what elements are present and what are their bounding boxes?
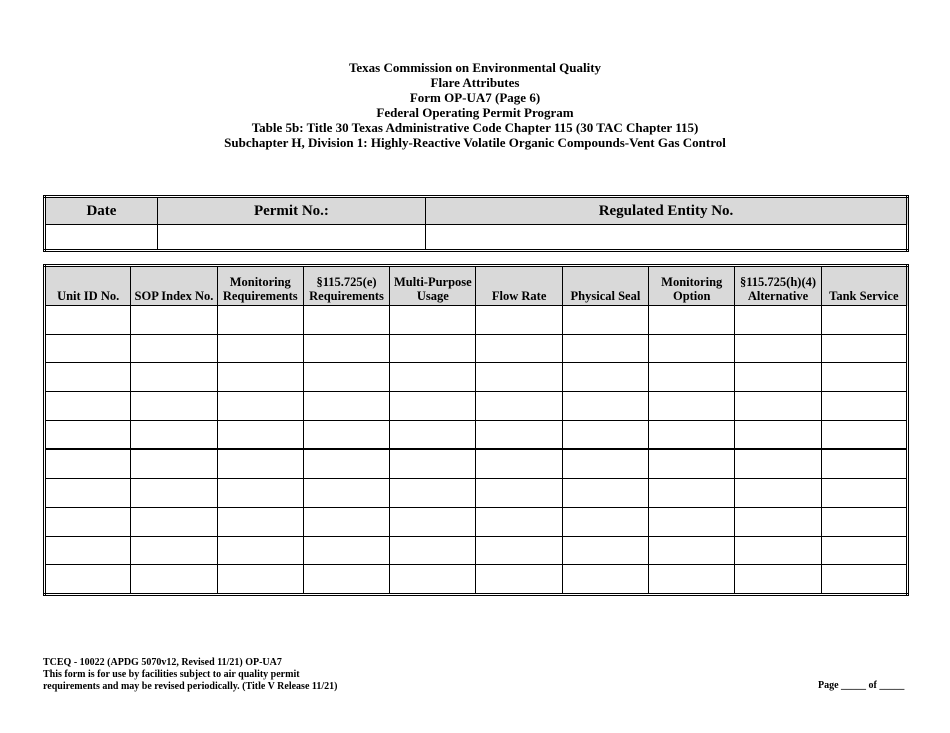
table-cell[interactable] xyxy=(649,334,735,363)
table-cell[interactable] xyxy=(735,363,821,392)
column-header-line: Option xyxy=(672,289,711,303)
table-row xyxy=(45,449,908,478)
table-cell[interactable] xyxy=(649,479,735,508)
table-cell[interactable] xyxy=(649,363,735,392)
table-cell[interactable] xyxy=(131,565,217,595)
table-cell[interactable] xyxy=(735,392,821,421)
table-cell[interactable] xyxy=(217,334,303,363)
column-header xyxy=(562,266,648,306)
table-cell[interactable] xyxy=(131,420,217,449)
table-cell[interactable] xyxy=(390,507,476,536)
table-cell[interactable] xyxy=(735,306,821,335)
table-cell[interactable] xyxy=(303,565,389,595)
table-cell[interactable] xyxy=(562,536,648,565)
table-cell[interactable] xyxy=(562,420,648,449)
table-cell[interactable] xyxy=(821,536,907,565)
table-cell[interactable] xyxy=(131,334,217,363)
column-header-line: SOP Index No. xyxy=(134,289,214,303)
regulated-entity-field[interactable] xyxy=(425,225,907,251)
date-header: Date xyxy=(45,197,158,225)
table-cell[interactable] xyxy=(562,306,648,335)
table-cell[interactable] xyxy=(649,507,735,536)
info-table xyxy=(43,195,909,252)
table-cell[interactable] xyxy=(131,363,217,392)
table-cell[interactable] xyxy=(390,420,476,449)
table-cell[interactable] xyxy=(821,507,907,536)
table-cell[interactable] xyxy=(45,507,131,536)
table-cell[interactable] xyxy=(476,420,562,449)
table-cell[interactable] xyxy=(562,392,648,421)
column-header-line: Multi-Purpose xyxy=(393,275,472,289)
column-header-line: Usage xyxy=(416,289,449,303)
table-cell[interactable] xyxy=(390,334,476,363)
table-cell[interactable] xyxy=(562,507,648,536)
table-row xyxy=(45,420,908,449)
table-cell[interactable] xyxy=(303,420,389,449)
header-subchapter: Subchapter H, Division 1: Highly-Reactive Volatile Organic Compounds-Vent Gas Control xyxy=(224,135,726,150)
table-cell[interactable] xyxy=(217,479,303,508)
table-cell[interactable] xyxy=(821,449,907,478)
table-cell[interactable] xyxy=(476,479,562,508)
table-cell[interactable] xyxy=(735,565,821,595)
table-cell[interactable] xyxy=(821,479,907,508)
table-cell[interactable] xyxy=(217,306,303,335)
column-header xyxy=(476,266,562,306)
table-cell[interactable] xyxy=(131,479,217,508)
column-header-line: Tank Service xyxy=(829,289,899,303)
table-cell[interactable] xyxy=(821,392,907,421)
header-form-title: Flare Attributes xyxy=(430,75,520,90)
form-header xyxy=(0,60,950,150)
table-cell[interactable] xyxy=(735,507,821,536)
column-header-line: §115.725(h)(4) xyxy=(740,275,817,289)
table-row xyxy=(45,565,908,595)
table-row xyxy=(45,392,908,421)
header-program: Federal Operating Permit Program xyxy=(376,105,574,120)
table-cell[interactable] xyxy=(821,565,907,595)
column-header-line: Physical Seal xyxy=(570,289,641,303)
table-cell[interactable] xyxy=(562,449,648,478)
column-header xyxy=(821,266,907,306)
table-row xyxy=(45,334,908,363)
table-cell[interactable] xyxy=(45,565,131,595)
header-form-number: Form OP-UA7 (Page 6) xyxy=(409,90,541,105)
table-cell[interactable] xyxy=(217,565,303,595)
column-header-line: Flow Rate xyxy=(491,289,547,303)
table-cell[interactable] xyxy=(217,507,303,536)
table-cell[interactable] xyxy=(45,420,131,449)
table-cell[interactable] xyxy=(821,306,907,335)
table-cell[interactable] xyxy=(45,392,131,421)
table-row xyxy=(45,507,908,536)
table-cell[interactable] xyxy=(476,392,562,421)
table-cell[interactable] xyxy=(303,507,389,536)
table-row xyxy=(45,536,908,565)
header-agency: Texas Commission on Environmental Quality xyxy=(348,60,602,75)
table-row xyxy=(45,306,908,335)
table-cell[interactable] xyxy=(45,334,131,363)
table-cell[interactable] xyxy=(476,334,562,363)
column-header-line: Monitoring xyxy=(661,275,723,289)
table-cell[interactable] xyxy=(45,363,131,392)
table-cell[interactable] xyxy=(131,507,217,536)
table-cell[interactable] xyxy=(217,420,303,449)
table-cell[interactable] xyxy=(303,306,389,335)
table-row xyxy=(45,479,908,508)
column-header-line: Requirements xyxy=(309,289,384,303)
table-cell[interactable] xyxy=(390,449,476,478)
column-header xyxy=(390,266,476,306)
table-cell[interactable] xyxy=(476,363,562,392)
table-cell[interactable] xyxy=(303,449,389,478)
footer-note-2: requirements and may be revised periodically. (Title V Release 11/21) xyxy=(43,681,338,692)
table-cell[interactable] xyxy=(735,449,821,478)
table-cell[interactable] xyxy=(390,536,476,565)
table-cell[interactable] xyxy=(821,420,907,449)
header-table-title: Table 5b: Title 30 Texas Administrative Code Chapter 115 (30 TAC Chapter 115) xyxy=(251,120,699,135)
column-header xyxy=(131,266,217,306)
column-header-line: Alternative xyxy=(747,289,809,303)
table-cell[interactable] xyxy=(735,479,821,508)
permit-number-field[interactable] xyxy=(157,225,425,251)
date-field[interactable] xyxy=(45,225,158,251)
page-number: Page _____ of _____ xyxy=(818,680,905,691)
table-cell[interactable] xyxy=(45,449,131,478)
column-header xyxy=(649,266,735,306)
column-header-line: §115.725(e) xyxy=(316,275,377,289)
table-cell[interactable] xyxy=(390,479,476,508)
table-cell[interactable] xyxy=(735,536,821,565)
column-header-line: Monitoring xyxy=(229,275,291,289)
table-cell[interactable] xyxy=(390,565,476,595)
form-footer xyxy=(43,657,337,693)
column-header xyxy=(303,266,389,306)
table-cell[interactable] xyxy=(45,306,131,335)
column-header-line: Requirements xyxy=(222,289,298,303)
table-cell[interactable] xyxy=(649,420,735,449)
table-cell[interactable] xyxy=(476,507,562,536)
table-cell[interactable] xyxy=(217,363,303,392)
column-header xyxy=(735,266,821,306)
table-cell[interactable] xyxy=(649,565,735,595)
table-cell[interactable] xyxy=(562,363,648,392)
table-cell[interactable] xyxy=(649,536,735,565)
table-cell[interactable] xyxy=(217,392,303,421)
table-cell[interactable] xyxy=(303,392,389,421)
table-cell[interactable] xyxy=(45,479,131,508)
table-cell[interactable] xyxy=(562,565,648,595)
table-cell[interactable] xyxy=(390,363,476,392)
table-cell[interactable] xyxy=(476,449,562,478)
table-cell[interactable] xyxy=(390,306,476,335)
table-cell[interactable] xyxy=(131,536,217,565)
permit-number-header: Permit No.: xyxy=(157,197,425,225)
table-cell[interactable] xyxy=(131,392,217,421)
table-cell[interactable] xyxy=(562,479,648,508)
table-cell[interactable] xyxy=(649,449,735,478)
table-cell[interactable] xyxy=(476,565,562,595)
table-cell[interactable] xyxy=(303,334,389,363)
column-header xyxy=(217,266,303,306)
column-header-line: Unit ID No. xyxy=(57,289,120,303)
table-cell[interactable] xyxy=(735,334,821,363)
table-cell[interactable] xyxy=(131,306,217,335)
table-cell[interactable] xyxy=(131,449,217,478)
table-cell[interactable] xyxy=(390,392,476,421)
table-cell[interactable] xyxy=(735,420,821,449)
table-cell[interactable] xyxy=(217,536,303,565)
table-cell[interactable] xyxy=(649,306,735,335)
table-cell[interactable] xyxy=(476,306,562,335)
table-cell[interactable] xyxy=(562,334,648,363)
table-cell[interactable] xyxy=(45,536,131,565)
regulated-entity-header: Regulated Entity No. xyxy=(425,197,907,225)
column-header xyxy=(45,266,131,306)
table-cell[interactable] xyxy=(217,449,303,478)
footer-note-1: This form is for use by facilities subject to air quality permit xyxy=(43,669,300,680)
table-cell[interactable] xyxy=(303,363,389,392)
table-cell[interactable] xyxy=(303,536,389,565)
table-cell[interactable] xyxy=(649,392,735,421)
table-cell[interactable] xyxy=(303,479,389,508)
table-row xyxy=(45,363,908,392)
table-cell[interactable] xyxy=(476,536,562,565)
table-cell[interactable] xyxy=(821,334,907,363)
table-cell[interactable] xyxy=(821,363,907,392)
footer-form-id: TCEQ - 10022 (APDG 5070v12, Revised 11/21) OP-UA7 xyxy=(43,657,282,668)
flare-attributes-table xyxy=(43,264,909,596)
